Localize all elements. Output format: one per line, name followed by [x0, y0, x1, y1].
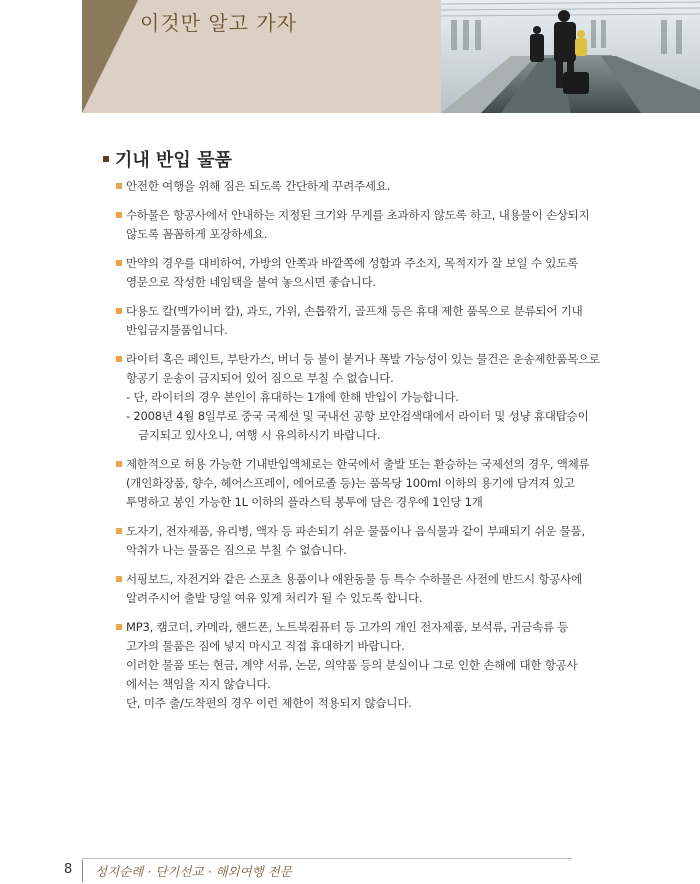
list-item	[116, 206, 590, 244]
item-line: (개인화장품, 향수, 헤어스프레이, 에어로졸 등)는 품목당 100ml 이하의 용기에 담겨져 있고	[126, 476, 575, 490]
item-line: 알려주시어 출발 당일 여유 있게 처리가 될 수 있도록 합니다.	[126, 591, 423, 605]
item-sub-note-cont: 금지되고 있사오니, 여행 시 유의하시기 바랍니다.	[138, 428, 381, 442]
item-line: 영문으로 작성한 네임택을 붙여 놓으시면 좋습니다.	[126, 275, 376, 289]
item-line: 만약의 경우를 대비하여, 가방의 안쪽과 바깥쪽에 성함과 주소지, 목적지가 잘 보일 수 있도록	[126, 256, 579, 270]
item-list	[116, 177, 600, 723]
section-title-text: 기내 반입 물품	[115, 150, 232, 171]
item-line: 서핑보드, 자전거와 같은 스포츠 용품이나 애완동물 등 특수 수하물은 사전에 반드시 항공사에	[126, 572, 583, 586]
airport-photo-illustration	[441, 0, 700, 113]
item-line: 다용도 칼(맥가이버 칼), 과도, 가위, 손톱깎기, 골프채 등은 휴대 제한 품목으로 분류되어 기내	[126, 304, 583, 318]
orange-square-bullet-icon	[116, 624, 122, 630]
list-item	[116, 302, 586, 340]
item-line: 제한적으로 허용 가능한 기내반입액체로는 한국에서 출발 또는 환승하는 국제선의 경우, 액체류	[126, 457, 590, 471]
item-sub-note: - 단, 라이터의 경우 본인이 휴대하는 1개에 한해 반입이 가능합니다.	[126, 390, 459, 404]
footer-text: 성지순례 · 단기선교 · 해외여행 전문	[95, 864, 292, 879]
list-item	[116, 455, 590, 512]
section-title	[103, 146, 232, 172]
item-line: 안전한 여행을 위해 짐은 되도록 간단하게 꾸려주세요.	[126, 179, 391, 193]
item-line: MP3, 캠코더, 카메라, 핸드폰, 노트북컴퓨터 등 고가의 개인 전자제품, 보석류, 귀금속류 등	[126, 620, 569, 634]
footer-rule	[82, 858, 572, 859]
item-line: 이러한 물품 또는 현금, 계약 서류, 논문, 의약품 등의 분실이나 그로 인한 손해에 대한 항공사	[126, 658, 578, 672]
orange-square-bullet-icon	[116, 461, 122, 467]
item-line: 단, 미주 출/도착편의 경우 이런 제한이 적용되지 않습니다.	[126, 696, 412, 710]
item-line: 투명하고 봉인 가능한 1L 이하의 플라스틱 봉투에 담은 경우에 1인당 1개	[126, 495, 483, 509]
header-title: 이것만 알고 가자	[140, 11, 297, 35]
orange-square-bullet-icon	[116, 212, 122, 218]
footer-separator	[82, 860, 83, 882]
orange-square-bullet-icon	[116, 528, 122, 534]
orange-square-bullet-icon	[116, 356, 122, 362]
item-line: 항공기 운송이 금지되어 있어 짐으로 부칠 수 없습니다.	[126, 371, 394, 385]
list-item	[116, 618, 586, 713]
item-line: 수하물은 항공사에서 안내하는 지정된 크기와 무게를 초과하지 않도록 하고, 내용물이 손상되지	[126, 208, 590, 222]
item-line: 라이터 혹은 페인트, 부탄가스, 버너 등 불이 붙거나 폭발 가능성이 있는 물건은 운송제한품목으로	[126, 352, 600, 366]
airport-walkway-photo	[441, 0, 700, 113]
list-item	[116, 177, 586, 196]
page-number: 8	[64, 862, 73, 877]
orange-square-bullet-icon	[116, 308, 122, 314]
item-line: 에서는 책임을 지지 않습니다.	[126, 677, 271, 691]
orange-square-bullet-icon	[116, 576, 122, 582]
orange-square-bullet-icon	[116, 260, 122, 266]
item-line: 악취가 나는 물품은 짐으로 부칠 수 없습니다.	[126, 543, 347, 557]
orange-square-bullet-icon	[116, 183, 122, 189]
list-item	[116, 570, 586, 608]
item-sub-note: - 2008년 4월 8일부로 중국 국제선 및 국내선 공항 보안검색대에서 라이터 및 성냥 휴대탑승이	[126, 409, 589, 423]
item-line: 고가의 물품은 짐에 넣지 마시고 직접 휴대하기 바랍니다.	[126, 639, 405, 653]
list-item	[116, 350, 600, 445]
list-item	[116, 522, 586, 560]
dark-square-marker-icon	[103, 156, 109, 162]
item-line: 도자기, 전자제품, 유리병, 액자 등 파손되기 쉬운 물품이나 음식물과 같이 부패되기 쉬운 물품,	[126, 524, 585, 538]
list-item	[116, 254, 586, 292]
item-line: 반입금지물품입니다.	[126, 323, 228, 337]
item-line: 않도록 꼼꼼하게 포장하세요.	[126, 227, 268, 241]
